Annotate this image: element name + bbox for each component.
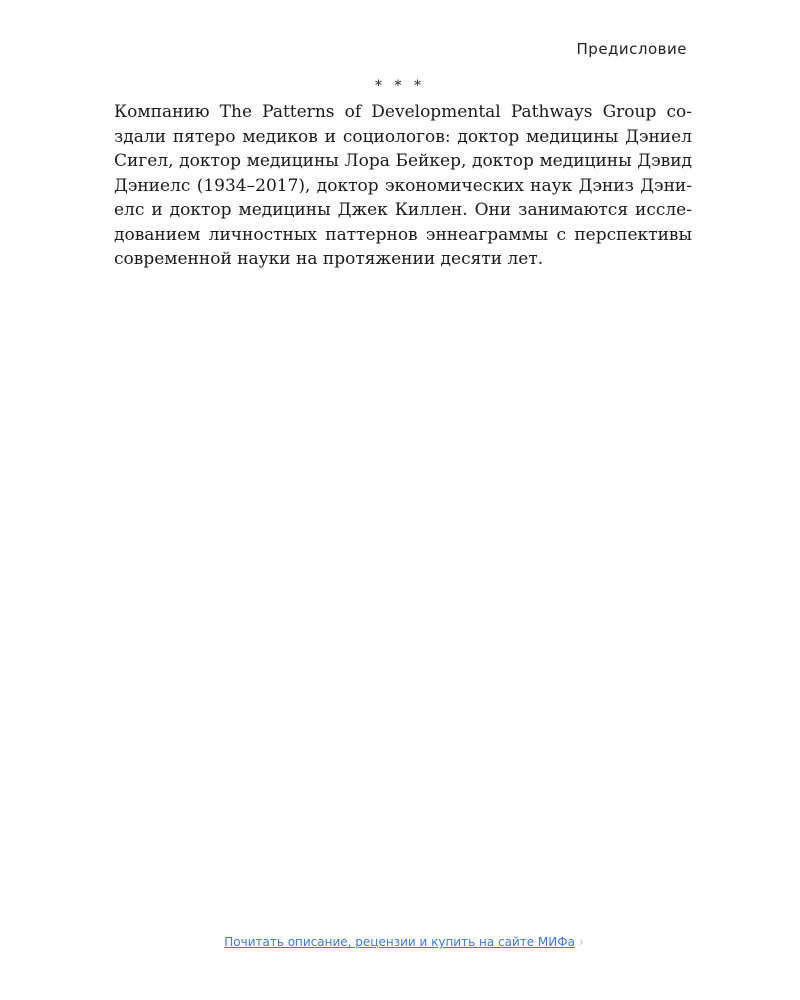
footer-link-area <box>0 933 800 951</box>
paragraph-line: здали пятеро медиков и социологов: доктор медицины Дэниел <box>114 126 692 147</box>
paragraph-line: Сигел, доктор медицины Лора Бейкер, доктор медицины Дэвид <box>114 151 692 171</box>
paragraph-line: елс и доктор медицины Джек Киллен. Они занимаются иссле- <box>114 200 692 220</box>
buy-on-mif-link[interactable]: Почитать описание, рецензии и купить на сайте МИФа <box>224 935 575 949</box>
paragraph-line: современной науки на протяжении десяти лет. <box>114 249 544 269</box>
body-paragraph <box>114 100 692 272</box>
chevron-right-icon: › <box>578 935 584 949</box>
paragraph-line: дованием личностных паттернов эннеаграммы с перспективы <box>114 224 692 245</box>
paragraph-line: Дэниелс (1934–2017), доктор экономических наук Дэниз Дэни- <box>114 175 692 196</box>
section-separator: * * * <box>375 78 425 94</box>
paragraph-line: Компанию The Patterns of Developmental Pathways Group со- <box>114 102 692 122</box>
running-title: Предисловие <box>576 40 687 58</box>
